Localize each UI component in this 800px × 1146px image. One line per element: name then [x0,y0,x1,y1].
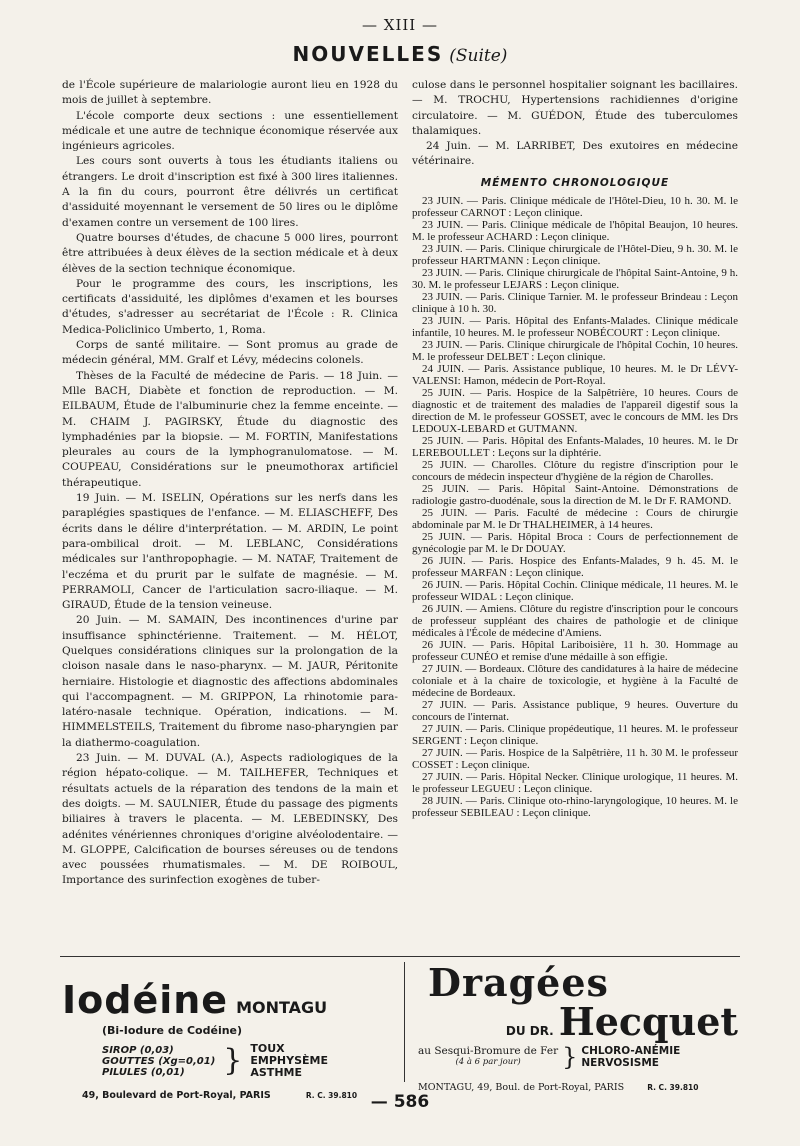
brace-icon: } [562,1043,578,1071]
paragraph: Corps de santé militaire. — Sont promus au grade de médecin général, MM. Gralf et Lévy, médecins colonels. [62,339,398,367]
ad-name: Hecquet [558,999,738,1044]
memento-entry: 25 JUIN. — Paris. Hospice de la Salpêtrière, 10 heures. Cours de diagnostic et de traitement des maladies de l'appareil digestif sous la direction de M. le professeur GOSSET, avec le concours de MM. les Drs LEDOUX-LEBARD et GUTMANN. [412,387,738,436]
memento-entry: 27 JUIN. — Paris. Hospice de la Salpêtrière, 11 h. 30 M. le professeur COSSET : Leçon clinique. [412,747,738,772]
ad-dose: (4 à 6 par jour) [455,1057,521,1067]
ad-divider [404,962,405,1082]
memento-entry: 25 JUIN. — Paris. Hôpital des Enfants-Malades, 10 heures. M. le Dr LEREBOULLET : Leçons sur la diphtérie. [412,435,738,460]
memento-title: MÉMENTO CHRONOLOGIQUE [480,176,670,189]
section-suite: (Suite) [449,46,508,66]
divider [60,956,740,957]
paragraph: 24 Juin. — M. LARRIBET, Des exutoires en médecine vétérinaire. [412,140,738,168]
ad-indications [250,1043,328,1079]
ad-indication: ASTHME [250,1066,302,1079]
ad-dragees [418,960,738,1093]
page-number: — 586 [370,1092,430,1112]
memento-entry: 27 JUIN. — Paris. Hôpital Necker. Clinique urologique, 11 heures. M. le professeur LEGUEU : Leçon clinique. [412,771,738,796]
paragraph: 23 Juin. — M. DUVAL (A.), Aspects radiologiques de la région hépato-colique. — M. TAILHEFER, Techniques et résultats actuels de la réparation des tendons de la main et des doigts. — M. SAULNIER, Étude du passage des pigments biliaires à travers le placenta. — M. LEBEDINSKY, Des adénites vénériennes chroniques d'origine alvéolodentaire. — M. GLOPPE, Calcification de bourses séreuses ou de tendons avec poussées rhumatismales. — M. DE ROIBOUL, Importance des surinfection exogènes de tuber- [62,752,398,887]
paragraph: 20 Juin. — M. SAMAIN, Des incontinences d'urine par insuffisance sphinctérienne. Traitement. — M. HÉLOT, Quelques considérations cliniques sur la prolongation de la cloison nasale dans le naso-pharynx. — M. JAUR, Péritonite herniaire. Histologie et diagnostic des affections abdominales qui l'accompagnent. — M. GRIPPON, La rhinotomie para-latéro-nasale technique. Opération, indications. — M. HIMMELSTEILS, Traitement du fibrome naso-pharyngien par la diathermo-coagulation. [62,614,398,749]
ad-form: PILULES (0,01) [102,1066,185,1078]
memento-entry: 25 JUIN. — Paris. Hôpital Saint-Antoine. Démonstrations de radiologie gastro-duodénale, sous la direction de M. le Dr F. RAMOND. [412,483,738,508]
ad-rc: R. C. 39.810 [647,1083,699,1092]
memento-entry: 27 JUIN. — Paris. Assistance publique, 9 heures. Ouverture du concours de l'internat. [412,699,738,724]
left-column [62,78,398,889]
ad-indication: CHLORO-ANÉMIE [581,1045,681,1057]
memento-entry: 23 JUIN. — Paris. Clinique chirurgicale de l'Hôtel-Dieu, 9 h. 30. M. le professeur HARTMANN : Leçon clinique. [412,243,738,268]
paragraph: Thèses de la Faculté de médecine de Paris. — 18 Juin. — Mlle BACH, Diabète et fonction de reproduction. — M. EILBAUM, Étude de l'albuminurie chez la femme enceinte. — M. CHAIM J. PAGIRSKY, Étude du diagnostic des lymphadénies par la biopsie. — M. FORTIN, Manifestations pleurales au cours de la lymphogranulomatose. — M. COUPEAU, Considérations sur le pneumothorax artificiel thérapeutique. [62,369,398,489]
ad-brand: Iodéine [62,978,229,1022]
memento-entry: 25 JUIN. — Paris. Faculté de médecine : Cours de chirurgie abdominale par M. le Dr THALHEIMER, à 14 heures. [412,507,738,532]
ad-indication: NERVOSISME [581,1057,659,1069]
ad-forms [102,1045,215,1078]
memento-entry: 23 JUIN. — Paris. Hôpital des Enfants-Malades. Clinique médicale infantile, 10 heures. M. le professeur NOBÉCOURT : Leçon clinique. [412,315,738,340]
paragraph: Les cours sont ouverts à tous les étudiants italiens ou étrangers. Le droit d'inscription est fixé à 300 lires italiennes. A la fin du cours, pourront être délivrés un certificat d'assiduité moyennant le versement de 50 lires ou le diplôme d'examen contre un versement de 100 lires. [62,155,398,229]
ad-indication: EMPHYSÈME [250,1054,328,1067]
memento-entry: 28 JUIN. — Paris. Clinique oto-rhino-laryngologique, 10 heures. M. le professeur SEBILEAU : Leçon clinique. [412,795,738,820]
ad-form: SIROP (0,03) [102,1044,174,1056]
ad-address: MONTAGU, 49, Boul. de Port-Royal, PARIS [418,1082,625,1093]
page-roman-numeral: — XIII — [362,16,438,34]
memento-entry: 25 JUIN. — Paris. Hôpital Broca : Cours de perfectionnement de gynécologie par M. le Dr DOUAY. [412,531,738,556]
section-title: NOUVELLES [292,42,444,66]
memento-entry: 26 JUIN. — Paris. Hôpital Cochin. Clinique médicale, 11 heures. M. le professeur WIDAL : Leçon clinique. [412,579,738,604]
ad-iodeine [62,960,392,1101]
ad-form: GOUTTES (Xg=0,01) [102,1055,216,1067]
memento-entry: 23 JUIN. — Paris. Clinique chirurgicale de l'hôpital Saint-Antoine, 9 h. 30. M. le professeur LEJARS : Leçon clinique. [412,267,738,292]
section-heading [0,42,800,66]
memento-entry: 25 JUIN. — Charolles. Clôture du registre d'inscription pour le concours de médecin inspecteur d'hygiène de la région de Charolles. [412,459,738,484]
paragraph: de l'École supérieure de malariologie auront lieu en 1928 du mois de juillet à septembre. [62,79,398,107]
ad-du-dr: DU DR. [505,1024,554,1038]
ad-subtitle: (Bi-Iodure de Codéine) [102,1024,243,1037]
memento-entry: 27 JUIN. — Paris. Clinique propédeutique, 11 heures. M. le professeur SERGENT : Leçon clinique. [412,723,738,748]
memento-entry: 26 JUIN. — Paris. Hospice des Enfants-Malades, 9 h. 45. M. le professeur MARFAN : Leçon clinique. [412,555,738,580]
ad-indications [581,1045,680,1069]
memento-entry: 26 JUIN. — Amiens. Clôture du registre d'inscription pour le concours de professeur suppléant des chaires de pathologie et de clinique médicales à l'École de médecine d'Amiens. [412,603,738,640]
ad-composition: au Sesqui-Bromure de Fer [418,1045,559,1057]
paragraph: Pour le programme des cours, les inscriptions, les certificats d'assiduité, les diplômes d'examen et les bourses d'études, s'adresser au secrétariat de l'École : R. Clinica Medica-Policlinico Umberto, 1, Roma. [62,277,398,336]
brace-icon: } [223,1043,243,1078]
ad-maker: MONTAGU [236,998,328,1017]
memento-entry: 23 JUIN. — Paris. Clinique médicale de l'Hôtel-Dieu, 10 h. 30. M. le professeur CARNOT : Leçon clinique. [412,195,738,220]
paragraph: Quatre bourses d'études, de chacune 5 000 lires, pourront être attribuées à deux élèves de la section médicale et à deux élèves de la section technique économique. [62,231,398,275]
ad-brand: Dragées [428,960,609,1005]
memento-list [412,195,738,819]
paragraph: L'école comporte deux sections : une essentiellement médicale et une autre de technique économique réservée aux ingénieurs agricoles. [62,109,398,153]
paragraph: culose dans le personnel hospitalier soignant les bacillaires. — M. TROCHU, Hypertensions rachidiennes d'origine circulatoire. — M. GUÉDON, Étude des tuberculomes thalamiques. [412,79,738,137]
ad-indication: TOUX [250,1042,285,1055]
memento-entry: 23 JUIN. — Paris. Clinique Tarnier. M. le professeur Brindeau : Leçon clinique à 10 h. 30. [412,291,738,316]
ad-rc: R. C. 39.810 [305,1091,358,1100]
memento-entry: 23 JUIN. — Paris. Clinique médicale de l'hôpital Beaujon, 10 heures. M. le professeur ACHARD : Leçon clinique. [412,219,738,244]
memento-entry: 23 JUIN. — Paris. Clinique chirurgicale de l'hôpital Cochin, 10 heures. M. le professeur DELBET : Leçon clinique. [412,339,738,364]
memento-entry: 24 JUIN. — Paris. Assistance publique, 10 heures. M. le Dr LÉVY-VALENSI: Hamon, médecin de Port-Royal. [412,363,738,388]
right-column [412,78,738,819]
memento-entry: 26 JUIN. — Paris. Hôpital Lariboisière, 11 h. 30. Hommage au professeur CUNÉO et remise d'une médaille à son effigie. [412,639,738,664]
memento-entry: 27 JUIN. — Bordeaux. Clôture des candidatures à la haire de médecine coloniale et à la chaire de toxicologie, et hygiène à la Faculté de médecine de Bordeaux. [412,663,738,700]
paragraph: 19 Juin. — M. ISELIN, Opérations sur les nerfs dans les paraplégies spastiques de l'enfance. — M. ELIASCHEFF, Des écrits dans le délire d'interprétation. — M. ARDIN, Le point para-ombilical droit. — M. LEBLANC, Considérations médicales sur l'anthropophagie. — M. NATAF, Traitement de l'eczéma et du prurit par le sulfate de magnésie. — M. PERRAMOLI, Cancer de l'articulation sacro-iliaque. — M. GIRAUD, Étude de la tension veineuse. [62,492,398,612]
ad-address: 49, Boulevard de Port-Royal, PARIS [82,1090,271,1101]
